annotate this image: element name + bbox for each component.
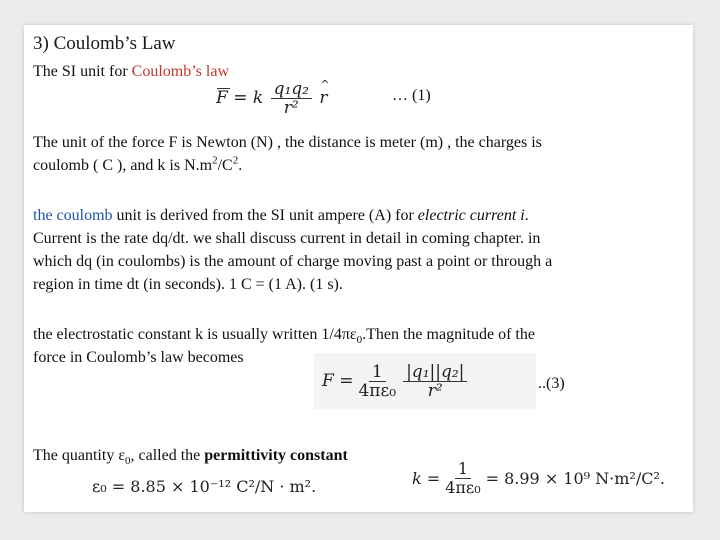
eq1-denominator: r² — [283, 98, 299, 118]
units-line-1: The unit of the force F is Newton (N) , the distance is meter (m) , the charges is — [33, 134, 542, 151]
units-text-b: /C — [217, 157, 233, 174]
k-fraction — [442, 460, 483, 497]
electric-current-italic: electric current i — [417, 207, 525, 224]
eq3-num-2: |q₁||q₂| — [403, 363, 467, 382]
eq1-k: k — [252, 88, 264, 108]
equation-3-number: ..(3) — [538, 375, 565, 392]
k-num: 1 — [455, 460, 471, 479]
equation-1-number: … (1) — [392, 87, 431, 104]
equation-3 — [314, 353, 536, 409]
eq3-force: F — [322, 371, 334, 391]
slide-title: 3) Coulomb’s Law — [33, 33, 176, 54]
intro-prefix: The SI unit for — [33, 63, 132, 80]
eq1-unit-vector: ^ r — [319, 88, 327, 108]
electrostatic-line-1 — [33, 323, 535, 346]
k-equals: = — [426, 469, 441, 488]
coulomb-line-3: which dq (in coulombs) is the amount of charge moving past a point or through a — [33, 253, 553, 270]
eq3-fraction-1 — [355, 363, 399, 400]
eq3-den-2: r² — [427, 380, 443, 401]
coulomb-line-4: region in time dt (in seconds). 1 C = (1 A). (1 s). — [33, 276, 343, 293]
electrostatic-text-a: the electrostatic constant k is usually written 1/4πε — [33, 326, 357, 343]
eq1-numerator: q₁q₂ — [271, 80, 312, 99]
epsilon-sub: 0 — [356, 334, 363, 347]
permittivity-text-a: The quantity ε — [33, 447, 126, 464]
permittivity-sub: 0 — [125, 455, 131, 468]
equation-1 — [216, 80, 328, 117]
units-line-2 — [33, 154, 242, 177]
eq1-equals: = — [233, 88, 248, 108]
k-symbol: k — [412, 469, 422, 488]
coulomb-text-a: unit is derived from the SI unit ampere (A) for — [112, 207, 418, 224]
epsilon-zero-equation: ε₀ = 8.85 × 10⁻¹² C²/N · m². — [92, 477, 317, 496]
eq1-force: F — [216, 88, 228, 108]
eq1-fraction — [271, 80, 312, 117]
intro-line — [33, 60, 229, 83]
coulomb-line-2: Current is the rate dq/dt. we shall discuss current in detail in coming chapter. in — [33, 230, 541, 247]
electrostatic-line-2: force in Coulomb’s law becomes — [33, 349, 244, 366]
units-sup-1: 2 — [212, 154, 218, 167]
eq3-num-1: 1 — [369, 363, 386, 382]
k-den: 4πε₀ — [445, 478, 481, 497]
permittivity-line — [33, 444, 348, 467]
permittivity-text-b: , called the — [130, 447, 205, 464]
coulomb-line-1 — [33, 204, 529, 227]
units-text-a: coulomb ( C ), and k is N.m — [33, 157, 213, 174]
eq3-fraction-2 — [403, 363, 467, 400]
coulomb-highlight: the coulomb — [33, 207, 113, 224]
units-text-c: . — [238, 157, 243, 174]
k-equation — [412, 460, 665, 497]
k-value: = 8.99 × 10⁹ N·m²/C². — [485, 469, 665, 488]
units-sup-2: 2 — [232, 154, 239, 167]
electrostatic-text-b: .Then the magnitude of the — [362, 326, 535, 343]
permittivity-bold: permittivity constant — [204, 447, 348, 464]
eq3-den-1: 4πε₀ — [358, 380, 397, 401]
eq3-equals: = — [339, 371, 354, 391]
coulomb-text-b: . — [524, 207, 529, 224]
coulombs-law-highlight: Coulomb’s law — [131, 63, 229, 80]
